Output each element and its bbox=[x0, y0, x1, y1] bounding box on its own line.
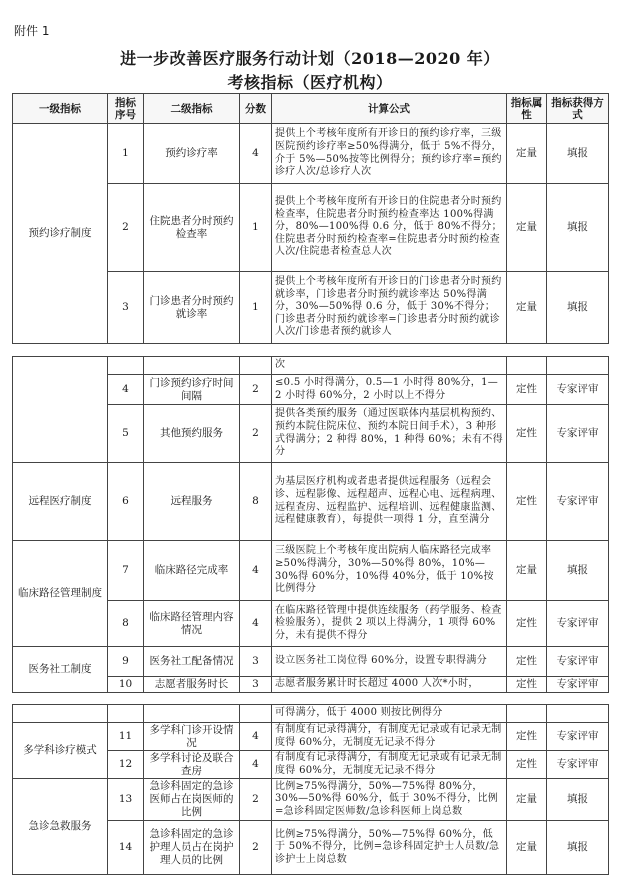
method-cell: 填报 bbox=[547, 124, 609, 184]
index-cell: 7 bbox=[108, 541, 144, 601]
index-cell: 14 bbox=[108, 821, 144, 875]
score-cell: 3 bbox=[240, 647, 272, 677]
index-cell: 13 bbox=[108, 779, 144, 821]
table-row bbox=[13, 647, 609, 677]
score-cell: 1 bbox=[240, 272, 272, 344]
formula-cell: 三级医院上个考核年度出院病人临床路径完成率≥50%得满分，30%—50%得 80%，10%—30%得 60%分，10%得 40%分，低于 10%按比例得分 bbox=[272, 541, 507, 601]
score-cell: 1 bbox=[240, 184, 272, 272]
index-cell: 1 bbox=[108, 124, 144, 184]
header-method: 指标获得方式 bbox=[547, 94, 609, 124]
formula-cell: 提供上个考核年度所有开诊日的门诊患者分时预约就诊率，门诊患者分时预约就诊率达 50%得满分，30%—50%得 0.6 分，低于 30%不得分；门诊患者分时预约就诊率=门诊患者分时预约就诊人次/门诊患者预约就诊人 bbox=[272, 272, 507, 344]
attr-cell: 定量 bbox=[507, 124, 547, 184]
level2-cell: 多学科讨论及联合查房 bbox=[144, 751, 240, 779]
method-cell: 填报 bbox=[547, 821, 609, 875]
attr-cell: 定性 bbox=[507, 463, 547, 541]
level2-cell: 临床路径完成率 bbox=[144, 541, 240, 601]
level2-cell: 远程服务 bbox=[144, 463, 240, 541]
score-cell: 3 bbox=[240, 677, 272, 693]
attr-cell: 定性 bbox=[507, 647, 547, 677]
header-level2: 二级指标 bbox=[144, 94, 240, 124]
attr-cell: 定性 bbox=[507, 751, 547, 779]
formula-cell: 有制度有记录得满分，有制度无记录或有记录无制度得 60%分，无制度无记录不得分 bbox=[272, 723, 507, 751]
index-cell: 5 bbox=[108, 405, 144, 463]
document-subtitle: 考核指标（医疗机构） bbox=[227, 73, 393, 92]
method-cell: 专家评审 bbox=[547, 647, 609, 677]
header-level1: 一级指标 bbox=[13, 94, 108, 124]
method-cell: 专家评审 bbox=[547, 723, 609, 751]
formula-cell: ≤0.5 小时得满分，0.5—1 小时得 80%分，1—2 小时得 60%分，2 小时以上不得分 bbox=[272, 375, 507, 405]
level2-cell: 预约诊疗率 bbox=[144, 124, 240, 184]
formula-cell: 有制度有记录得满分，有制度无记录或有记录无制度得 60%分，无制度无记录不得分 bbox=[272, 751, 507, 779]
attr-cell: 定量 bbox=[507, 779, 547, 821]
method-cell: 专家评审 bbox=[547, 677, 609, 693]
method-cell: 专家评审 bbox=[547, 601, 609, 647]
attr-cell: 定量 bbox=[507, 821, 547, 875]
formula-cell: 比例≥75%得满分，50%—75%得 60%分，低于 50%不得分，比例=急诊科固定护士人员数/急诊护士上岗总数 bbox=[272, 821, 507, 875]
attr-cell: 定量 bbox=[507, 272, 547, 344]
method-cell: 专家评审 bbox=[547, 751, 609, 779]
formula-continuation: 次 bbox=[272, 357, 507, 375]
table-row bbox=[13, 779, 609, 821]
score-cell: 2 bbox=[240, 405, 272, 463]
formula-cell: 提供上个考核年度所有开诊日的住院患者分时预约检查率，住院患者分时预约检查率达 100%得满分，80%—100%得 0.6 分，低于 80%不得分；住院患者分时预约检查率=住院患者分时预约检查人次/住院患者检查总人次 bbox=[272, 184, 507, 272]
index-cell: 8 bbox=[108, 601, 144, 647]
table-row bbox=[13, 463, 609, 541]
table-page-1 bbox=[12, 93, 608, 344]
header-attr: 指标属性 bbox=[507, 94, 547, 124]
formula-cell: 比例≥75%得满分，50%—75%得 80%分，30%—50%得 60%分，低于 30%不得分，比例=急诊科固定医师数/急诊科医师上岗总数 bbox=[272, 779, 507, 821]
level1-cell: 远程医疗制度 bbox=[13, 463, 108, 541]
method-cell: 填报 bbox=[547, 541, 609, 601]
level1-cell: 预约诊疗制度 bbox=[13, 124, 108, 344]
table-row-continuation bbox=[13, 357, 609, 375]
score-cell: 4 bbox=[240, 723, 272, 751]
index-cell: 4 bbox=[108, 375, 144, 405]
index-cell: 10 bbox=[108, 677, 144, 693]
index-cell: 9 bbox=[108, 647, 144, 677]
method-cell: 专家评审 bbox=[547, 405, 609, 463]
method-cell: 专家评审 bbox=[547, 463, 609, 541]
indicator-table-3 bbox=[12, 704, 609, 875]
level1-cell: 临床路径管理制度 bbox=[13, 541, 108, 647]
formula-cell: 提供上个考核年度所有开诊日的预约诊疗率，三级医院预约诊疗率≥50%得满分，低于 5%不得分，介于 5%—50%按等比例得分；预约诊疗率=预约诊疗人次/总诊疗人次 bbox=[272, 124, 507, 184]
index-cell: 3 bbox=[108, 272, 144, 344]
attr-cell: 定性 bbox=[507, 723, 547, 751]
table-row bbox=[13, 541, 609, 601]
formula-continuation: 可得满分，低于 4000 则按比例得分 bbox=[272, 705, 507, 723]
level2-cell: 医务社工配备情况 bbox=[144, 647, 240, 677]
level2-cell: 住院患者分时预约检查率 bbox=[144, 184, 240, 272]
level1-cell-empty bbox=[13, 357, 108, 463]
score-cell: 4 bbox=[240, 601, 272, 647]
document-title: 进一步改善医疗服务行动计划（2018—2020 年） bbox=[120, 49, 500, 68]
method-cell: 专家评审 bbox=[547, 375, 609, 405]
indicator-table-2 bbox=[12, 356, 609, 693]
level2-cell: 志愿者服务时长 bbox=[144, 677, 240, 693]
score-cell: 2 bbox=[240, 779, 272, 821]
method-cell: 填报 bbox=[547, 779, 609, 821]
table-row bbox=[13, 723, 609, 751]
table-row-continuation bbox=[13, 705, 609, 723]
index-cell: 11 bbox=[108, 723, 144, 751]
index-cell: 12 bbox=[108, 751, 144, 779]
level2-cell: 急诊科固定的急诊护理人员占在岗护理人员的比例 bbox=[144, 821, 240, 875]
level2-cell: 多学科门诊开设情况 bbox=[144, 723, 240, 751]
level2-cell: 急诊科固定的急诊医师占在岗医师的比例 bbox=[144, 779, 240, 821]
table-row bbox=[13, 124, 609, 184]
level1-cell: 医务社工制度 bbox=[13, 647, 108, 693]
level2-cell: 其他预约服务 bbox=[144, 405, 240, 463]
formula-cell: 设立医务社工岗位得 60%分，设置专职得满分 bbox=[272, 647, 507, 677]
table-page-2 bbox=[12, 356, 608, 693]
score-cell: 8 bbox=[240, 463, 272, 541]
score-cell: 4 bbox=[240, 124, 272, 184]
level2-cell: 门诊预约诊疗时间间隔 bbox=[144, 375, 240, 405]
attr-cell: 定性 bbox=[507, 375, 547, 405]
score-cell: 2 bbox=[240, 821, 272, 875]
attr-cell: 定量 bbox=[507, 184, 547, 272]
attr-cell: 定性 bbox=[507, 405, 547, 463]
formula-cell: 在临床路径管理中提供连续服务（药学服务、检查检验服务），提供 2 项以上得满分，1 项得 60%分，未有提供不得分 bbox=[272, 601, 507, 647]
attr-cell: 定性 bbox=[507, 677, 547, 693]
method-cell: 填报 bbox=[547, 184, 609, 272]
header-formula: 计算公式 bbox=[272, 94, 507, 124]
score-cell: 4 bbox=[240, 751, 272, 779]
level2-cell: 门诊患者分时预约就诊率 bbox=[144, 272, 240, 344]
attr-cell: 定量 bbox=[507, 541, 547, 601]
level1-cell: 多学科诊疗模式 bbox=[13, 723, 108, 779]
formula-cell: 提供各类预约服务（通过医联体内基层机构预约、预约本院住院床位、预约本院日间手术），3 种形式得满分；2 种得 80%，1 种得 60%；未有不得分 bbox=[272, 405, 507, 463]
score-cell: 2 bbox=[240, 375, 272, 405]
header-score: 分数 bbox=[240, 94, 272, 124]
index-cell: 6 bbox=[108, 463, 144, 541]
method-cell: 填报 bbox=[547, 272, 609, 344]
table-header-row bbox=[13, 94, 609, 124]
level1-cell: 急诊急救服务 bbox=[13, 779, 108, 875]
score-cell: 4 bbox=[240, 541, 272, 601]
indicator-table-1 bbox=[12, 93, 609, 344]
index-cell: 2 bbox=[108, 184, 144, 272]
header-index-no: 指标序号 bbox=[108, 94, 144, 124]
formula-cell: 志愿者服务累计时长超过 4000 人次*小时， bbox=[272, 677, 507, 693]
attachment-label: 附件 1 bbox=[14, 24, 50, 38]
attr-cell: 定性 bbox=[507, 601, 547, 647]
formula-cell: 为基层医疗机构或者患者提供远程服务（远程会诊、远程影像、远程超声、远程心电、远程病理、远程查房、远程监护、远程培训、远程健康监测、远程健康教育），每提供一项得 1 分，直至满分 bbox=[272, 463, 507, 541]
level2-cell: 临床路径管理内容情况 bbox=[144, 601, 240, 647]
table-page-3 bbox=[12, 704, 608, 875]
